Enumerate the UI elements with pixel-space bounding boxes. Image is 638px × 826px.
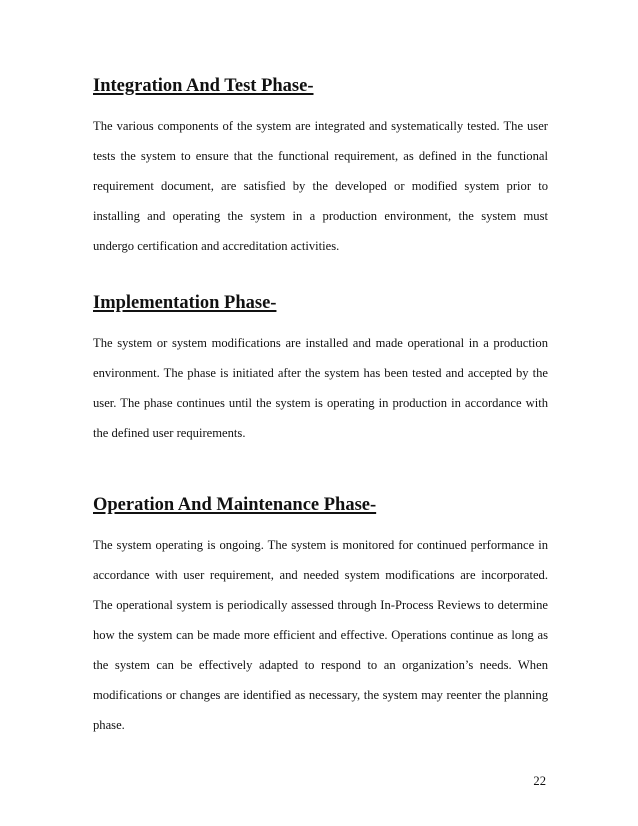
- paragraph-line: tests the system to ensure that the functional requirement, as defined in the functional: [93, 149, 548, 163]
- section-heading: Implementation Phase-: [93, 293, 277, 313]
- section-implementation: [93, 294, 548, 444]
- section-heading: Operation And Maintenance Phase-: [93, 495, 377, 515]
- paragraph-line: the system can be effectively adapted to respond to an organization’s needs. When: [93, 658, 548, 672]
- paragraph-line: environment. The phase is initiated after the system has been tested and accepted by the: [93, 366, 548, 380]
- section-operation-and-maintenance: [93, 495, 548, 732]
- paragraph-line: requirement document, are satisfied by the developed or modified system prior to: [93, 179, 548, 193]
- paragraph-line: accordance with user requirement, and needed system modifications are incorporated.: [93, 568, 548, 582]
- paragraph-line: undergo certification and accreditation activities.: [93, 239, 340, 253]
- paragraph-line: The system or system modifications are installed and made operational in a production: [93, 336, 548, 350]
- page-number: 22: [533, 774, 546, 788]
- paragraph-line: The operational system is periodically assessed through In-Process Reviews to determine: [93, 598, 548, 612]
- paragraph-line: The various components of the system are integrated and systematically tested. The user: [93, 119, 548, 133]
- paragraph-line: the defined user requirements.: [93, 426, 246, 440]
- paragraph-line: phase.: [93, 718, 125, 732]
- paragraph-line: how the system can be made more efficient and effective. Operations continue as long as: [93, 628, 548, 642]
- paragraph-line: modifications or changes are identified as necessary, the system may reenter the planning: [93, 688, 548, 702]
- section-heading: Integration And Test Phase-: [93, 76, 314, 96]
- paragraph-line: The system operating is ongoing. The system is monitored for continued performance in: [93, 538, 548, 552]
- paragraph-line: installing and operating the system in a production environment, the system must: [93, 209, 548, 223]
- section-integration-and-test: [93, 77, 548, 252]
- paragraph-line: user. The phase continues until the system is operating in production in accordance with: [93, 396, 548, 410]
